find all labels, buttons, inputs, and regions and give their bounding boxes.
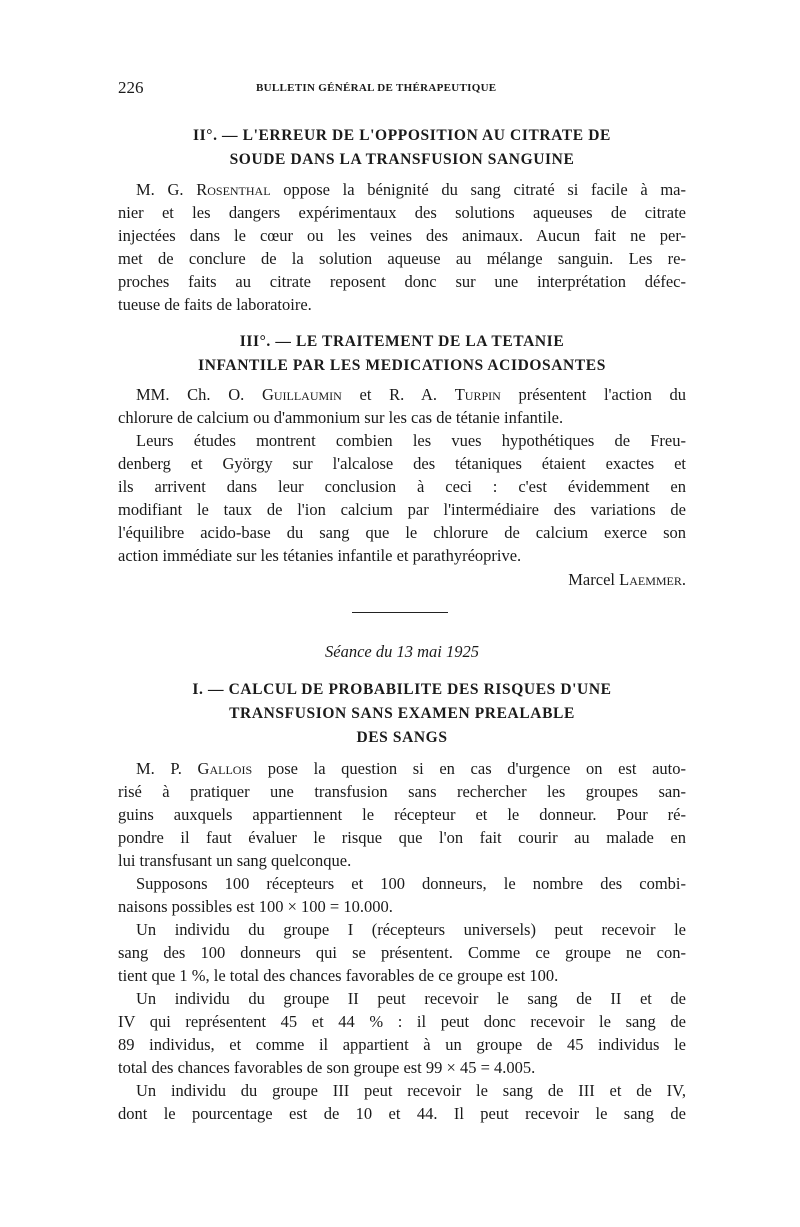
section-heading-ii [118,124,686,172]
paragraph-line: Un individu du groupe II peut recevoir le sang de II et de [136,989,686,1008]
paragraph-line: risé à pratiquer une transfusion sans rechercher les groupes san- [118,782,686,801]
paragraph-guillaumin-turpin [118,383,686,567]
paragraph-line: Un individu du groupe I (récepteurs universels) peut recevoir le [136,920,686,939]
heading-line: II°. — L'ERREUR DE L'OPPOSITION AU CITRATE DE [193,127,611,144]
author-name: Rosenthal [196,180,271,199]
paragraph-line: met de conclure de la solution aqueuse au mélange sanguin. Les re- [118,249,686,268]
paragraph-line: injectées dans le cœur ou les veines des animaux. Aucun fait ne per- [118,226,686,245]
author-name: Gallois [197,759,253,778]
heading-line: III°. — LE TRAITEMENT DE LA TETANIE [239,333,565,350]
paragraph-line: MM. Ch. O. Guillaumin et R. A. Turpin présentent l'action du [136,385,687,404]
paragraph-line: M. P. Gallois pose la question si en cas d'urgence on est auto- [136,759,686,778]
paragraph-line: nier et les dangers expérimentaux des solutions aqueuses de citrate [118,203,686,222]
paragraph-line: Leurs études montrent combien les vues hypothétiques de Freu- [136,431,686,450]
paragraph-line: guins auxquels appartiennent le récepteur et le donneur. Pour ré- [118,805,686,824]
signature: Marcel Laemmer. [568,570,686,589]
paragraph-line: M. G. Rosenthal oppose la bénignité du sang citraté si facile à ma- [136,180,687,199]
paragraph-line: ils arrivent dans leur conclusion à ceci : c'est évidemment en [118,477,686,496]
paragraph-line: lui transfusant un sang quelconque. [118,851,352,870]
author-name: Guillaumin [261,385,342,404]
section-divider [352,612,448,613]
paragraph-line: Supposons 100 récepteurs et 100 donneurs, le nombre des combi- [136,874,686,893]
paragraph-line: IV qui représentent 45 et 44 % : il peut donc recevoir le sang de [118,1012,686,1031]
paragraph-line: dont le pourcentage est de 10 et 44. Il peut recevoir le sang de [118,1104,686,1123]
paragraph-line: Un individu du groupe III peut recevoir le sang de III et de IV, [136,1081,686,1100]
heading-line: SOUDE DANS LA TRANSFUSION SANGUINE [229,151,575,168]
signature-surname: Laemmer. [619,570,686,589]
heading-line: I. — CALCUL DE PROBABILITE DES RISQUES D'UNE [192,681,612,698]
section-heading-iii [118,330,686,378]
paragraph-gallois [118,757,686,1125]
page-number: 226 [118,78,144,97]
paragraph-line: denberg et György sur l'alcalose des tétaniques étaient exactes et [118,454,686,473]
author-name: Turpin [454,385,501,404]
heading-line: DES SANGS [356,729,448,746]
paragraph-line: total des chances favorables de son groupe est 99 × 45 = 4.005. [118,1058,536,1077]
paragraph-line: l'équilibre acido-base du sang que le chlorure de calcium exerce son [118,523,686,542]
paragraph-line: chlorure de calcium ou d'ammonium sur les cas de tétanie infantile. [118,408,564,427]
paragraph-line: pondre il faut évaluer le risque que l'on fait courir au malade en [118,828,686,847]
paragraph-line: 89 individus, et comme il appartient à un groupe de 45 individus le [118,1035,686,1054]
heading-line: TRANSFUSION SANS EXAMEN PREALABLE [229,705,575,722]
session-title: Séance du 13 mai 1925 [325,642,479,661]
paragraph-line: proches faits au citrate reposent donc sur une interprétation défec- [118,272,686,291]
paragraph-rosenthal [118,178,686,316]
paragraph-line: sang des 100 donneurs qui se présentent. Comme ce groupe ne con- [118,943,686,962]
paragraph-line: action immédiate sur les tétanies infantile et parathyréoprive. [118,546,522,565]
paragraph-line: naisons possibles est 100 × 100 = 10.000. [118,897,393,916]
paragraph-line: modifiant le taux de l'ion calcium par l'intermédiaire des variations de [118,500,686,519]
running-header [118,78,686,100]
paragraph-line: tueuse de faits de laboratoire. [118,295,312,314]
section-heading-i [118,678,686,750]
heading-line: INFANTILE PAR LES MEDICATIONS ACIDOSANTES [198,357,606,374]
paragraph-line: tient que 1 %, le total des chances favorables de ce groupe est 100. [118,966,559,985]
journal-title: BULLETIN GÉNÉRAL DE THÉRAPEUTIQUE [256,82,497,94]
